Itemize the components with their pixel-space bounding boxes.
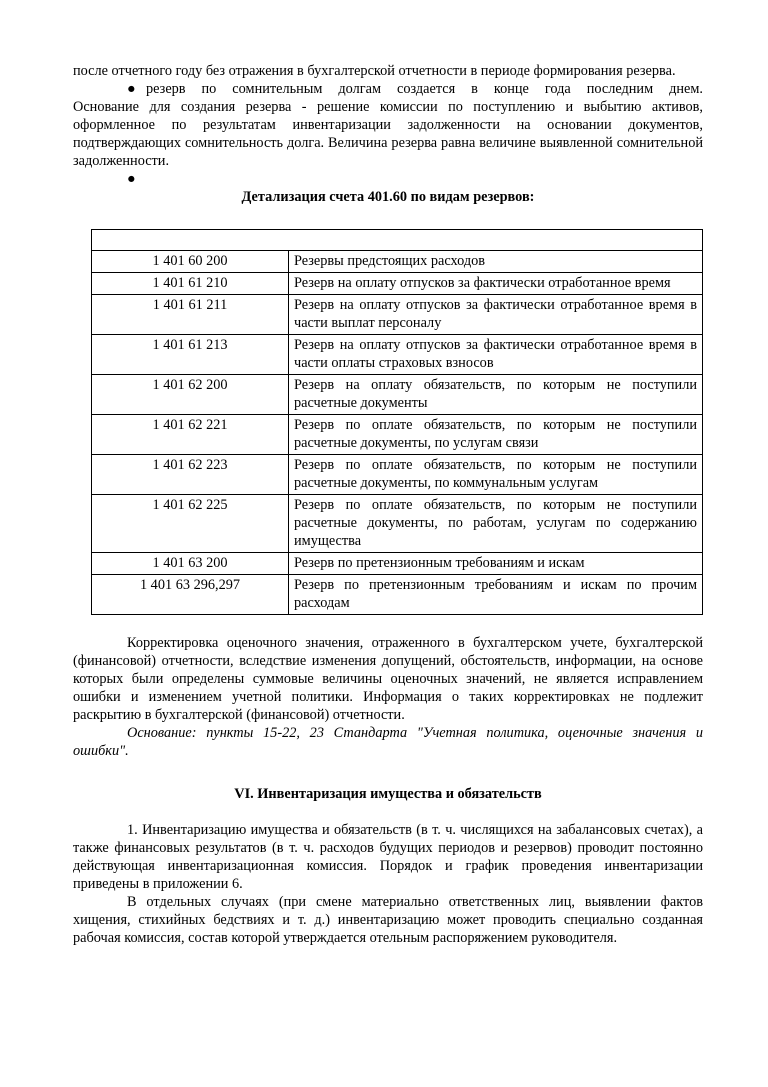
table-row [92,553,703,575]
bullet-item [73,80,703,98]
table-title: Детализация счета 401.60 по видам резервов: [241,189,535,205]
table-row [92,415,703,455]
account-code-cell: 1 401 60 200 [92,251,289,273]
table-row [92,273,703,295]
document-page [73,62,703,947]
table-header-cell [92,230,703,251]
bullet-mark: ● [127,81,136,97]
correction-basis: Основание: пункты 15-22, 23 Стандарта "Учетная политика, оценочные значения и ошибки". [73,725,703,759]
table-row [92,455,703,495]
account-code-cell: 1 401 63 200 [92,553,289,575]
table-row [92,251,703,273]
reserve-description-cell: Резерв на оплату отпусков за фактически отработанное время в части оплаты страховых взносов [289,335,703,375]
table-row [92,575,703,615]
account-code-cell: 1 401 62 225 [92,495,289,553]
account-code-cell: 1 401 62 200 [92,375,289,415]
reserve-description-cell: Резервы предстоящих расходов [289,251,703,273]
reserve-description-cell: Резерв по оплате обязательств, по которым не поступили расчетные документы, по услугам связи [289,415,703,455]
inventory-paragraph-1: 1. Инвентаризацию имущества и обязательств (в т. ч. числящихся на забалансовых счетах), а также финансовых результатов (в т. ч. расходов будущих периодов и резервов) проводит постоянно действующая инвентаризационная комиссия. Порядок и график проведения инвентаризации приведены в приложении 6. [73,822,703,892]
bullet-text: резерв по сомнительным долгам создается в конце года последним днем. [146,81,703,97]
table-row [92,295,703,335]
account-code-cell: 1 401 61 210 [92,273,289,295]
reserve-description-cell: Резерв на оплату отпусков за фактически отработанное время в части выплат персоналу [289,295,703,335]
table-row [92,335,703,375]
account-code-cell: 1 401 62 223 [92,455,289,495]
reserve-description-cell: Резерв на оплату обязательств, по которым не поступили расчетные документы [289,375,703,415]
table-row [92,495,703,553]
reserve-description-cell: Резерв по оплате обязательств, по которым не поступили расчетные документы, по работам, услугам по содержанию имущества [289,495,703,553]
reserves-table [91,229,703,615]
table-header-row [92,230,703,251]
account-code-cell: 1 401 63 296,297 [92,575,289,615]
correction-paragraph: Корректировка оценочного значения, отраженного в бухгалтерском учете, бухгалтерской (финансовой) отчетности, вследствие изменения допущений, обстоятельств, информации, на основе которых были определены суммовые величины оценочных значений, не является исправлением ошибки и изменением учетной политики. Информация о таких корректировках не подлежит раскрытию в бухгалтерской (финансовой) отчетности. [73,635,703,723]
reserve-description-cell: Резерв на оплату отпусков за фактически отработанное время [289,273,703,295]
account-code-cell: 1 401 61 213 [92,335,289,375]
account-code-cell: 1 401 61 211 [92,295,289,335]
reserve-basis-paragraph: Основание для создания резерва - решение комиссии по поступлению и выбытию активов, оформленное по результатам инвентаризации задолженности на основании документов, подтверждающих сомнительность долга. Величина резерва равна величине выявленной сомнительной задолженности. [73,99,703,169]
bullet-item-empty [73,170,703,188]
inventory-paragraph-2: В отдельных случаях (при смене материально ответственных лиц, выявлении фактов хищения, стихийных бедствиях и т. д.) инвентаризацию может проводить специально созданная рабочая комиссия, состав которой утверждается отельным распоряжением руководителя. [73,894,703,946]
intro-paragraph: после отчетного году без отражения в бухгалтерской отчетности в периоде формирования резерва. [73,63,676,79]
reserve-description-cell: Резерв по оплате обязательств, по которым не поступили расчетные документы, по коммунальным услугам [289,455,703,495]
section-heading: VI. Инвентаризация имущества и обязательств [234,786,542,802]
account-code-cell: 1 401 62 221 [92,415,289,455]
table-row [92,375,703,415]
reserve-description-cell: Резерв по претензионным требованиям и искам по прочим расходам [289,575,703,615]
reserve-description-cell: Резерв по претензионным требованиям и искам [289,553,703,575]
bullet-mark: ● [127,171,136,187]
